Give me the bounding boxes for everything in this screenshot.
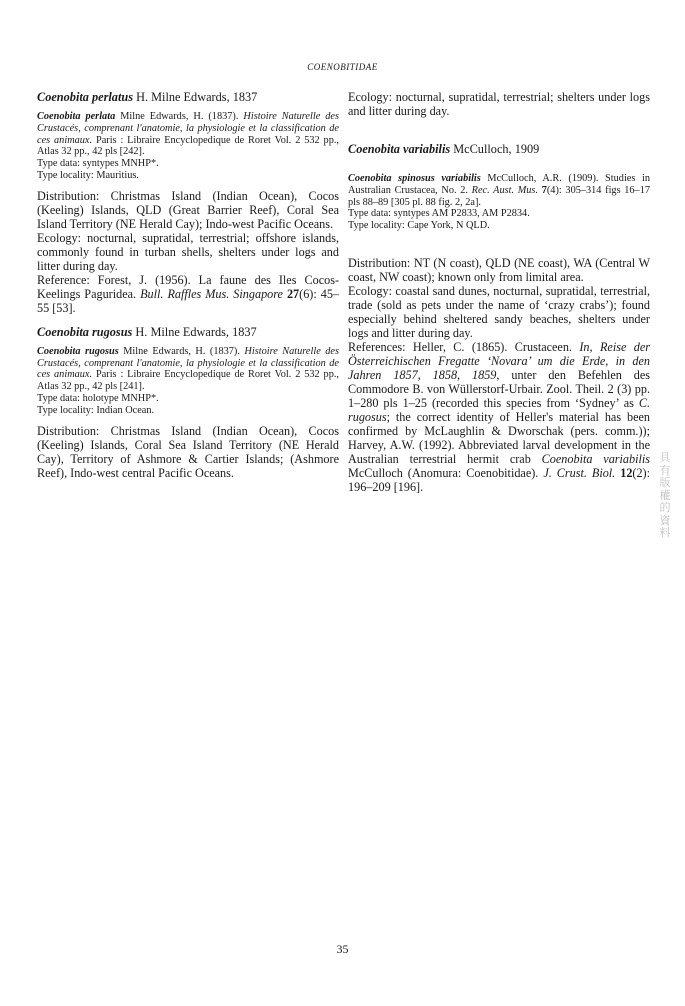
ref-author: Milne Edwards, H. (1837). <box>118 345 245 357</box>
species-name: Coenobita variabilis <box>348 142 451 156</box>
ref-author: Milne Edwards, H. (1837). <box>115 111 244 122</box>
page-number: 35 <box>336 942 349 956</box>
watermark-char: 的 <box>659 501 671 514</box>
reference-volume: 27 <box>286 286 300 301</box>
ref-journal: Rec. Aust. Mus. <box>471 184 539 196</box>
ref-rest: (4): 305–314 figs 16–17 pls 88–89 [305 pl. 88 fig. 2, 2a]. <box>348 184 651 208</box>
species-heading-variabilis <box>348 142 650 157</box>
original-reference-perlatus <box>37 111 339 158</box>
right-column <box>348 90 650 494</box>
reference-journal: Bull. Raffles Mus. Singapore <box>140 286 283 301</box>
ref-volume: 7 <box>541 184 547 196</box>
references <box>348 340 650 494</box>
synonym-name: Coenobita perlata <box>37 111 116 122</box>
references-italic-species: C. rugosus <box>348 395 650 424</box>
references-journal: J. Crust. Biol. <box>543 465 616 480</box>
species-author: H. Milne Edwards, 1837 <box>133 90 258 104</box>
species-heading-rugosus <box>37 325 339 340</box>
copyright-watermark <box>658 452 672 540</box>
watermark-char: 具 <box>659 451 671 464</box>
watermark-char: 有 <box>659 463 671 477</box>
watermark-char: 資 <box>659 513 671 527</box>
type-data: Type data: syntypes AM P2833, AM P2834. <box>348 208 530 220</box>
type-locality: Type locality: Cape York, N QLD. <box>348 220 490 232</box>
reference-text: Reference: Forest, J. (1956). La faune des Iles Cocos-Keelings Paguridea. <box>37 272 339 301</box>
references-text: ; the correct identity of Heller's material has been confirmed by McLaughlin & Dworschak (pers. comm.)); Harvey, A.W. (1992). Abbreviated larval development in the Australian terrestrial hermit crab <box>348 409 650 466</box>
type-locality: Type locality: Indian Ocean. <box>37 404 155 416</box>
type-locality: Type locality: Mauritius. <box>37 169 139 181</box>
watermark-char: 版 <box>659 476 671 489</box>
ref-author: McCulloch, A.R. (1909). Studies in Australian Crustacea, No. 2. <box>348 173 650 196</box>
original-reference-rugosus <box>37 346 339 393</box>
watermark-char: 權 <box>659 488 671 502</box>
watermark-char: 料 <box>659 526 671 539</box>
ecology: Ecology: coastal sand dunes, nocturnal, supratidal, terrestrial, trade (sold as pets under the name of ‘crazy crabs’); found especially behind sheltered sandy beaches, shelters under logs and litter during day. <box>348 283 650 340</box>
distribution: Distribution: Christmas Island (Indian Ocean), Cocos (Keeling) Islands, QLD (Great Barrier Reef), Coral Sea Island Territory (NE Herald Cay); Indo-west Pacific Oceans. <box>37 188 339 231</box>
species-name: Coenobita rugosus <box>37 324 133 339</box>
reference-pages: (6): 45–55 [53]. <box>37 286 340 315</box>
references-text: , unter den Befehlen des Commodore B. von Wüllerstorf-Urbair. Zool. Theil. 2 (3) pp. 1–280 pls 1–25 (recorded this species from ‘Sydney’ as <box>348 367 651 410</box>
references-pages: (2): 196–209 [196]. <box>348 465 651 494</box>
distribution: Distribution: Christmas Island (Indian Ocean), Cocos (Keeling) Islands, Coral Sea Island Territory (NE Herald Cay), Territory of Ashmore & Cartier Islands; (Ashmore Reef), Indo-west central Pacific Oceans. <box>37 423 339 480</box>
reference <box>37 273 339 315</box>
species-heading-perlatus <box>37 90 339 105</box>
references-text: References: Heller, C. (1865). Crustaceen. <box>348 339 580 354</box>
original-reference-variabilis <box>348 173 650 208</box>
references-volume: 12 <box>620 465 633 480</box>
species-name: Coenobita perlatus <box>37 90 133 104</box>
references-italic-species: Coenobita variabilis <box>541 451 651 466</box>
ref-rest: Paris : Libraire Encyclopedique de Roret Vol. 2 532 pp., Atlas 32 pp., 42 pls [242]. <box>37 134 340 158</box>
references-italic-title: In, Reise der Österreichischen Fregatte ‘Novara’ um die Erde, in den Jahren 1857, 1858, 1859 <box>348 339 650 382</box>
ecology: Ecology: nocturnal, supratidal, terrestrial; offshore islands, commonly found in turban shells, shelters under logs and litter during day. <box>37 230 339 273</box>
species-author: H. Milne Edwards, 1837 <box>132 324 257 339</box>
ref-title: Histoire Naturelle des Crustacés, comprenant l'anatomie, la physiologie et la classification de ces animaux. <box>37 111 339 146</box>
running-head: COENOBITIDAE <box>307 62 378 72</box>
ref-title: Histoire Naturelle des Crustacés, comprenant l'anatomie, la physiologie et la classification de ces animaux. <box>37 345 340 381</box>
type-data: Type data: syntypes MNHP*. <box>37 158 159 170</box>
type-data: Type data: holotype MNHP*. <box>37 392 159 404</box>
ref-rest: Paris : Libraire Encyclopedique de Roret Vol. 2 532 pp., Atlas 32 pp., 42 pls [241]. <box>37 369 340 393</box>
ecology-rugosus: Ecology: nocturnal, supratidal, terrestrial; shelters under logs and litter during day. <box>348 90 650 118</box>
synonym-name: Coenobita spinosus variabilis <box>348 173 481 184</box>
distribution: Distribution: NT (N coast), QLD (NE coast), WA (Central W coast, NW coast); known only from limital area. <box>348 255 650 284</box>
synonym-name: Coenobita rugosus <box>37 345 119 357</box>
references-text: McCulloch (Anomura: Coenobitidae). <box>348 465 544 480</box>
left-column <box>37 90 339 480</box>
species-author: McCulloch, 1909 <box>450 142 540 156</box>
